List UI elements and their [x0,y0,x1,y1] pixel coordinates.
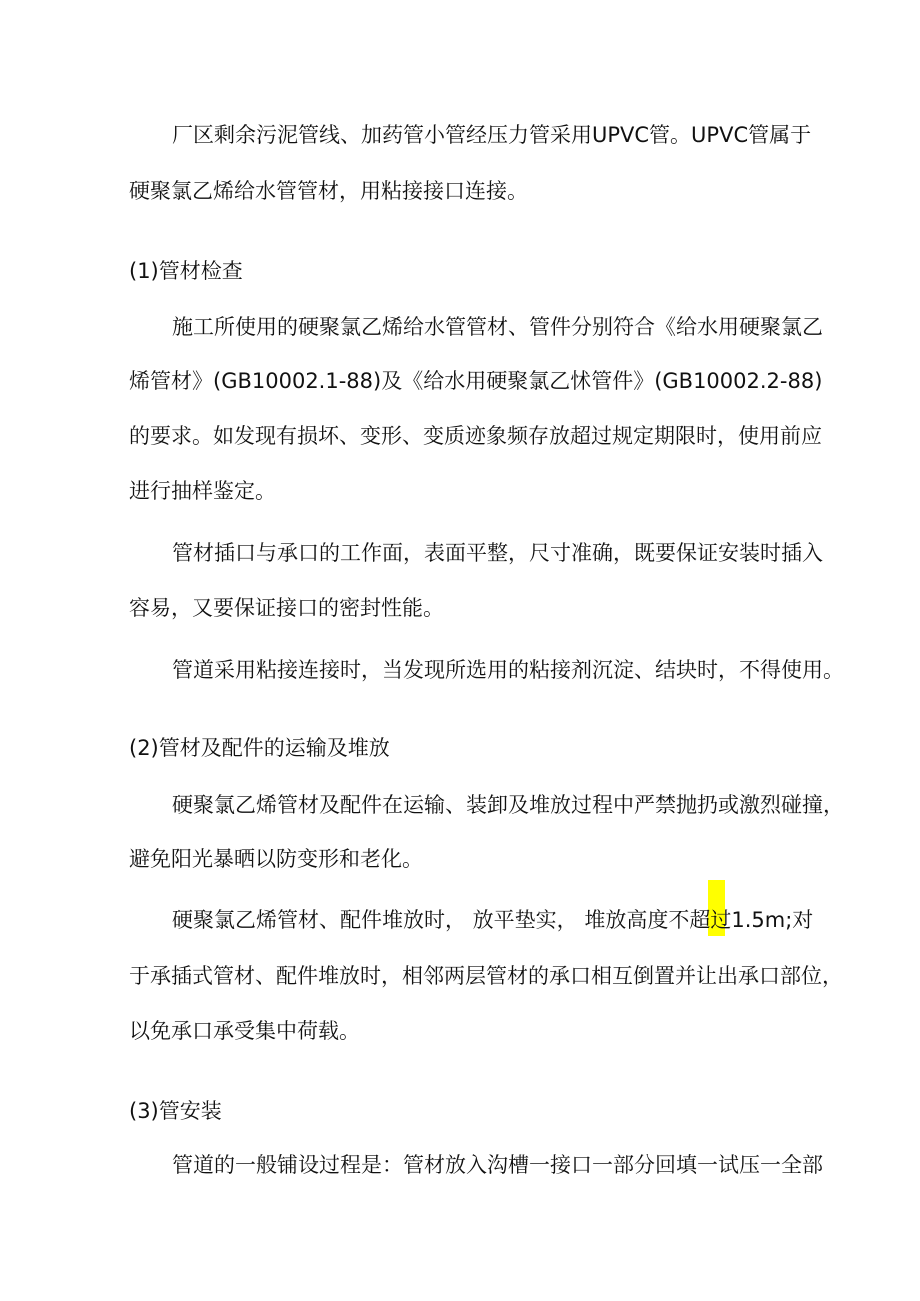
paragraph-socket-line-2: 容易，又要保证接口的密封性能。 [129,596,444,620]
paragraph-transport-line-2: 避免阳光暴晒以防变形和老化。 [129,847,423,871]
paragraph-inspection-line-2: 烯管材》(GB10002.1-88)及《给水用硬聚氯乙怵管件》(GB10002.2-88) [129,369,823,393]
paragraph-transport-line-1: 硬聚氯乙烯管材及配件在运输、装卸及堆放过程中严禁抛扔或激烈碰撞， [172,793,844,817]
paragraph-inspection-line-1: 施工所使用的硬聚氯乙烯给水管管材、管件分别符合《给水用硬聚氯乙 [172,315,823,339]
paragraph-stacking-line-3: 以免承口承受集中荷载。 [129,1019,360,1043]
paragraph-inspection-line-3: 的要求。如发现有损坏、变形、变质迹象频存放超过规定期限时，使用前应 [129,424,822,448]
paragraph-adhesive-line-1: 管道采用粘接连接时，当发现所选用的粘接剂沉淀、结块时，不得使用。 [172,658,844,682]
paragraph-socket-line-1: 管材插口与承口的工作面，表面平整，尺寸准确，既要保证安装时插入 [172,541,823,565]
section-heading-2: (2)管材及配件的运输及堆放 [129,736,390,760]
paragraph-intro-line-1: 厂区剩余污泥管线、加药管小管经压力管采用UPVC管。UPVC管属于 [172,123,812,147]
section-heading-3: (3)管安装 [129,1099,222,1123]
paragraph-intro-line-2: 硬聚氯乙烯给水管管材，用粘接接口连接。 [129,179,528,203]
paragraph-stacking-line-1: 硬聚氯乙烯管材、配件堆放时， 放平垫实， 堆放高度不超过1.5m;对 [172,908,814,932]
paragraph-stacking-line-2: 于承插式管材、配件堆放时，相邻两层管材的承口相互倒置并让出承口部位， [129,964,843,988]
paragraph-installation-line-1: 管道的一般铺设过程是：管材放入沟槽一接口一部分回填一试压一全部 [172,1153,823,1177]
section-heading-1: (1)管材检查 [129,259,243,283]
paragraph-inspection-line-4: 进行抽样鉴定。 [129,479,276,503]
